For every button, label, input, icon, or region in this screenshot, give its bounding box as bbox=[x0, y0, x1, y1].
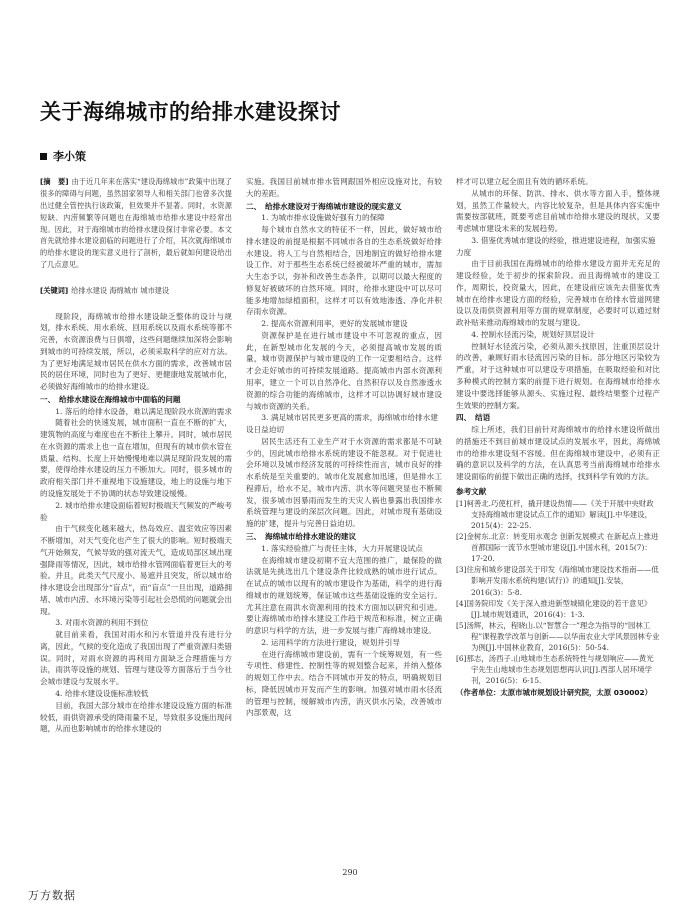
reference-item: [4]国务院印发《关于深入推进新型城镇化建设的若干意见》[J].城市规划通讯，2016(4)：1-3. bbox=[456, 598, 652, 619]
paragraph: 居民生活还有工业生产对于水资源的需求都是不可缺少的，因此城市给排水系统的建设不能忽视。对于促进社会环境以及城市经济发展的可持续性而言，城市良好的排水系统是至关重要的。城市化发展愈加迅速，但是排水工程滞后，给水不足，城市内涝、洪水等问题突显也不断频发，很多城市因暴雨而发生的天灾人祸也暴露出我国排水系统管理与建设的深层次问题。因此，对城市现有基础设施的扩建，提升与完善日益迫切。 bbox=[246, 436, 442, 529]
reference-item: [3]住房和城乡建设部关于印发《海绵城市建设技术指南——低影响开发雨水系统构建(试行)》的通知[J].安装，2016(3)：5-8. bbox=[456, 565, 659, 597]
paragraph: 由于气候变化越来越大，热岛效应、温室效应等因素不断增加，对天气变化也产生了很大的影响。短时极端天气开始频发，气候导致的强对流天气，造成局部区域出现强降雨等情况，因此，城市给排水管网面临着更巨大的考验。并且，此类天气尺度小、易遮并且突发，所以城市给排水建设会出现部分“盲点”，而“盲点”一旦出现，道路拥堵、城市内涝、水环境污染等引起社会恐慌的问题就会出现。 bbox=[40, 524, 232, 616]
abstract bbox=[40, 176, 232, 271]
author-affiliation: （作者单位：太原市城市规划设计研究院，太原 030002） bbox=[456, 687, 653, 697]
paragraph: 资源保护是在进行城市建设中不可忽视的重点，因此，在新型城市化发展的今天，必须提高城市发展的质量，城市资源保护与城市建设的工作一定要相结合。这样才会走好城市的可持续发展道路。提高城市内部水资源利用率，建立一个可以自然净化、自然积存以及自然渗透水资源的综合功能的海绵城市，这样才可以协调好城市建设与城市资源的关系。 bbox=[246, 330, 442, 411]
paragraph: 每个城市自然水文的特征不一样，因此，做好城市给排水建设的前提是根据不同城市各自的生态系统做好给排水建设。将人工与自然相结合，因地制宜的做好给排水建设工作。对于那些生态系统已经被破坏严重的城市，需加大生态予以，弥补和改善生态条件，以期可以最大程度的修复好被破坏的自然环境。同时，给排水建设中可以尽可能多地增加绿植面积，这样才可以有效地渗透、净化并积存雨水资源。 bbox=[246, 225, 442, 317]
section-1-heading: 一、 给排水建设在海绵城市中面临的问题 bbox=[40, 394, 181, 404]
paragraph: 在进行海绵城市建设前，需有一个统筹规划，有一些专项性、修建性、控制性等的规划整合起来，并纳入整体的规划工作中去。结合不同城市开发的特点，明确规划目标，降低因城市开发而产生的影响。加强对城市雨水径流的管理与控制，缓解城市内涝，消灭供水污染，改善城市内部景观，这 bbox=[246, 649, 442, 718]
author-line bbox=[40, 148, 86, 164]
paragraph: 就目前来看，我国对雨水和污水管道并没有进行分离，因此，气候的变化造成了我国出现了严重资源归类错误。同时，对雨水资源的再利用方面缺乏合理措施与方法，雨洪等设施的规划、管理与建设等方面落后于当今社会城市建设与发展水平。 bbox=[40, 630, 232, 687]
paragraph: 在海绵城市建设初期不宜大范围的推广，最保险的做法就是先挑选出几个建设条件比较成熟的城市进行试点。在试点的城市以现有的城市建设作为基础，科学的进行海绵城市的规划统筹，保证城市这些基础设施的安全运行。尤其注意在雨洪水资源利用的技术方面加以研究和引进。要让海绵城市给排水建设工作趋于规范和标准，树立正确的意识与科学的方法，进一步发展与推广海绵城市建设。 bbox=[246, 555, 442, 636]
paragraph: 控制好水径流污染，必须从源头找原因，注重顶层设计的改善，兼顾好雨水径流因污染的目标。部分地区污染较为严重，对于这种城市可以建设专项措施，在吸取经验和对比多种模式的控制方案的前提下进行规划。在海绵城市给排水建设中要选择能够从源头、实施过程、最终结果整个过程产生效果的控制方案。 bbox=[456, 341, 660, 410]
paragraph: 目前，我国大部分城市在给排水建设设施方面的标准较低，雨供资源承受的降雨量不足，导致很多设施出现问题，从而也影响城市的给排水建设的 bbox=[40, 700, 232, 734]
paragraph: 实施。我国目前城市排水管网跟国外相应设施对比，有较大的差距。 bbox=[246, 177, 442, 198]
wanfang-data-logo: 万方数据 bbox=[28, 889, 76, 902]
paragraph: 从城市的环保、防洪、排水、供水等方面入手，整体规划，虽然工作量较大，内容比较复杂，但是具体内容实施中需要按部就班，既要考虑目前城市给排水建设的现状，又要考虑城市建设未来的发展趋势。 bbox=[456, 188, 660, 234]
bullet-square-icon bbox=[40, 153, 47, 160]
reference-item: [6]那志，汤西子.山地城市生态系统特性与规划响应——黄光宇先生山地城市生态规划思想再认识[J].西部人居环境学刊，2016(5)：6-15. bbox=[456, 654, 654, 686]
paragraph: 由于目前我国在海绵城市的给排水建设方面并无充足的建设经验，处于初步的探索阶段。而且海绵城市的建设工作，周期长，投资量大，因此，在建设前应该先去借鉴优秀城市在给排水建设方面的经验，完善城市在给排水管道网建设以及雨供资源利用等方面的规章制度，必要时可以通过财政补贴来推动海绵城市的发展与建设。 bbox=[456, 259, 660, 328]
subsection-1-3-heading: 3. 对雨水资源的利用不到位 bbox=[55, 618, 149, 628]
abstract-label: [摘 要] bbox=[40, 177, 69, 186]
conclusion-paragraph: 综上所述，我们目前针对海绵城市的给排水建设所做出的措施还不到目前城市建设试点的发展水平，因此，海绵城市的给排水建设刻不容缓。但在海绵城市建设中，必须有正确的意识以及科学的方法，在认真思考当前海绵城市给排水建设面临的前提下做出正确的选择，找到科学有效的方法。 bbox=[456, 425, 660, 482]
subsection-2-1-heading: 1. 为城市排水设施做好强有力的保障 bbox=[261, 213, 385, 223]
keywords bbox=[40, 285, 232, 297]
section-2-heading: 二、 给排水建设对于海绵城市建设的现实意义 bbox=[246, 201, 402, 211]
reference-item: [1]柯善北.巧使杠杆，撬开建设热情——《关于开展中央财政支持海绵城市建设试点工作的通知》解读[J].中华建设，2015(4)：22-25. bbox=[456, 498, 654, 530]
section-3-heading: 三、 海绵城市给排水建设的建议 bbox=[246, 531, 357, 541]
author-name: 李小策 bbox=[53, 150, 86, 163]
subsection-1-1-heading: 1. 落后的给排水设备，难以满足现阶段水资源的需求 bbox=[55, 406, 232, 416]
references-list bbox=[456, 498, 660, 687]
column-1 bbox=[40, 176, 232, 735]
keywords-text: 给排水建设 海绵城市 城市建设 bbox=[71, 286, 170, 295]
subsection-1-4-heading: 4. 给排水建设设施标准较低 bbox=[55, 689, 149, 699]
subsection-1-2-heading: 2. 城市给排水建设面临着短时极端天气频发的严峻考验 bbox=[40, 500, 232, 522]
subsection-3-1-heading: 1. 落实经验推广与责任主体，大力开展建设试点 bbox=[261, 543, 423, 553]
subsection-3-2-heading: 2. 运用科学的方法进行建设，规划并引导 bbox=[261, 637, 400, 647]
subsection-3-4-heading: 4. 控制水径流污染，规划好顶层设计 bbox=[471, 329, 595, 339]
section-4-heading: 四、 结语 bbox=[456, 413, 491, 423]
abstract-text: 由于近几年来在落实“建设海绵城市”政策中出现了很多的障碍与问题，虽然国家领导人和相关部门也曾多次提出过健全管控执行该政策，但效果并不显著。同时，水资源短缺、内涝频繁等问题也在海绵城市给排水建设中经常出现。因此，对于海绵城市的给排水建设探讨非常必要。本文首先就给排水建设面临的问题进行了介绍，其次就海绵城市的给排水建设的现实意义进行了剖析，最后就如何建设给出了几点意见。 bbox=[40, 177, 232, 270]
column-2 bbox=[246, 176, 442, 719]
subsection-2-2-heading: 2. 提高水资源利用率，更好的发展城市建设 bbox=[261, 319, 408, 329]
intro-paragraph: 现阶段，海绵城市给排水建设缺乏整体的设计与规划，排水系统、用水系统、回用系统以及雨水系统等都不完善，水资源浪费与日俱增，这些问题继续加深将会影响到城市的可持续发展，所以，必须采取科学的应对方法。为了更好地满足城市居民在供水方面的需求，改善城市居民的居住环境，同时也为了更好、更健康地发展城市化，必须做好海绵城市的给排水建设。 bbox=[40, 311, 232, 392]
subsection-3-3-heading: 3. 借鉴优秀城市建设的经验，推进建设进程，加强实施力度 bbox=[456, 235, 656, 257]
page-number: 290 bbox=[342, 868, 358, 877]
subsection-2-3-heading: 3. 满足城市居民更多更高的需求，海绵城市给排水建设日益迫切 bbox=[246, 413, 438, 435]
reference-item: [2]金树东.北京：转变用水观念 创新发展模式 在新起点上推进首都国际一流节水型城市建设[J].中国水利，2015(7)：17-20. bbox=[456, 532, 659, 564]
reference-item: [5]汤辉，林云，程晓山.以“智慧合一”理念为指导的“园林工程”课程教学改革与创新——以华南农业大学风景园林专业为例[J].中国林业教育，2016(5)：50-54. bbox=[456, 620, 660, 653]
paragraph: 样才可以建立起全面且有效的循环系统。 bbox=[456, 177, 593, 186]
keywords-label: [关键词] bbox=[40, 286, 69, 295]
column-3 bbox=[456, 176, 660, 698]
references-heading: 参考文献 bbox=[456, 486, 487, 496]
paragraph: 随着社会的快速发展，城市面积一直在不断的扩大，建筑物的高度与难度也在不断往上攀升。同时，城市居民在水资源的需求上也一直在增加，但现有的城市供水管在质量、结构、长度上开始慢慢地难以满足现阶段发展的需要，使得给排水建设的压力不断加大。同时，很多城市的政府相关部门并不重视地下设施建设，地上的设施与地下的设施发展处于不协调的状态导致建设缓慢。 bbox=[40, 418, 232, 498]
article-title: 关于海绵城市的给排水建设探讨 bbox=[40, 100, 341, 124]
